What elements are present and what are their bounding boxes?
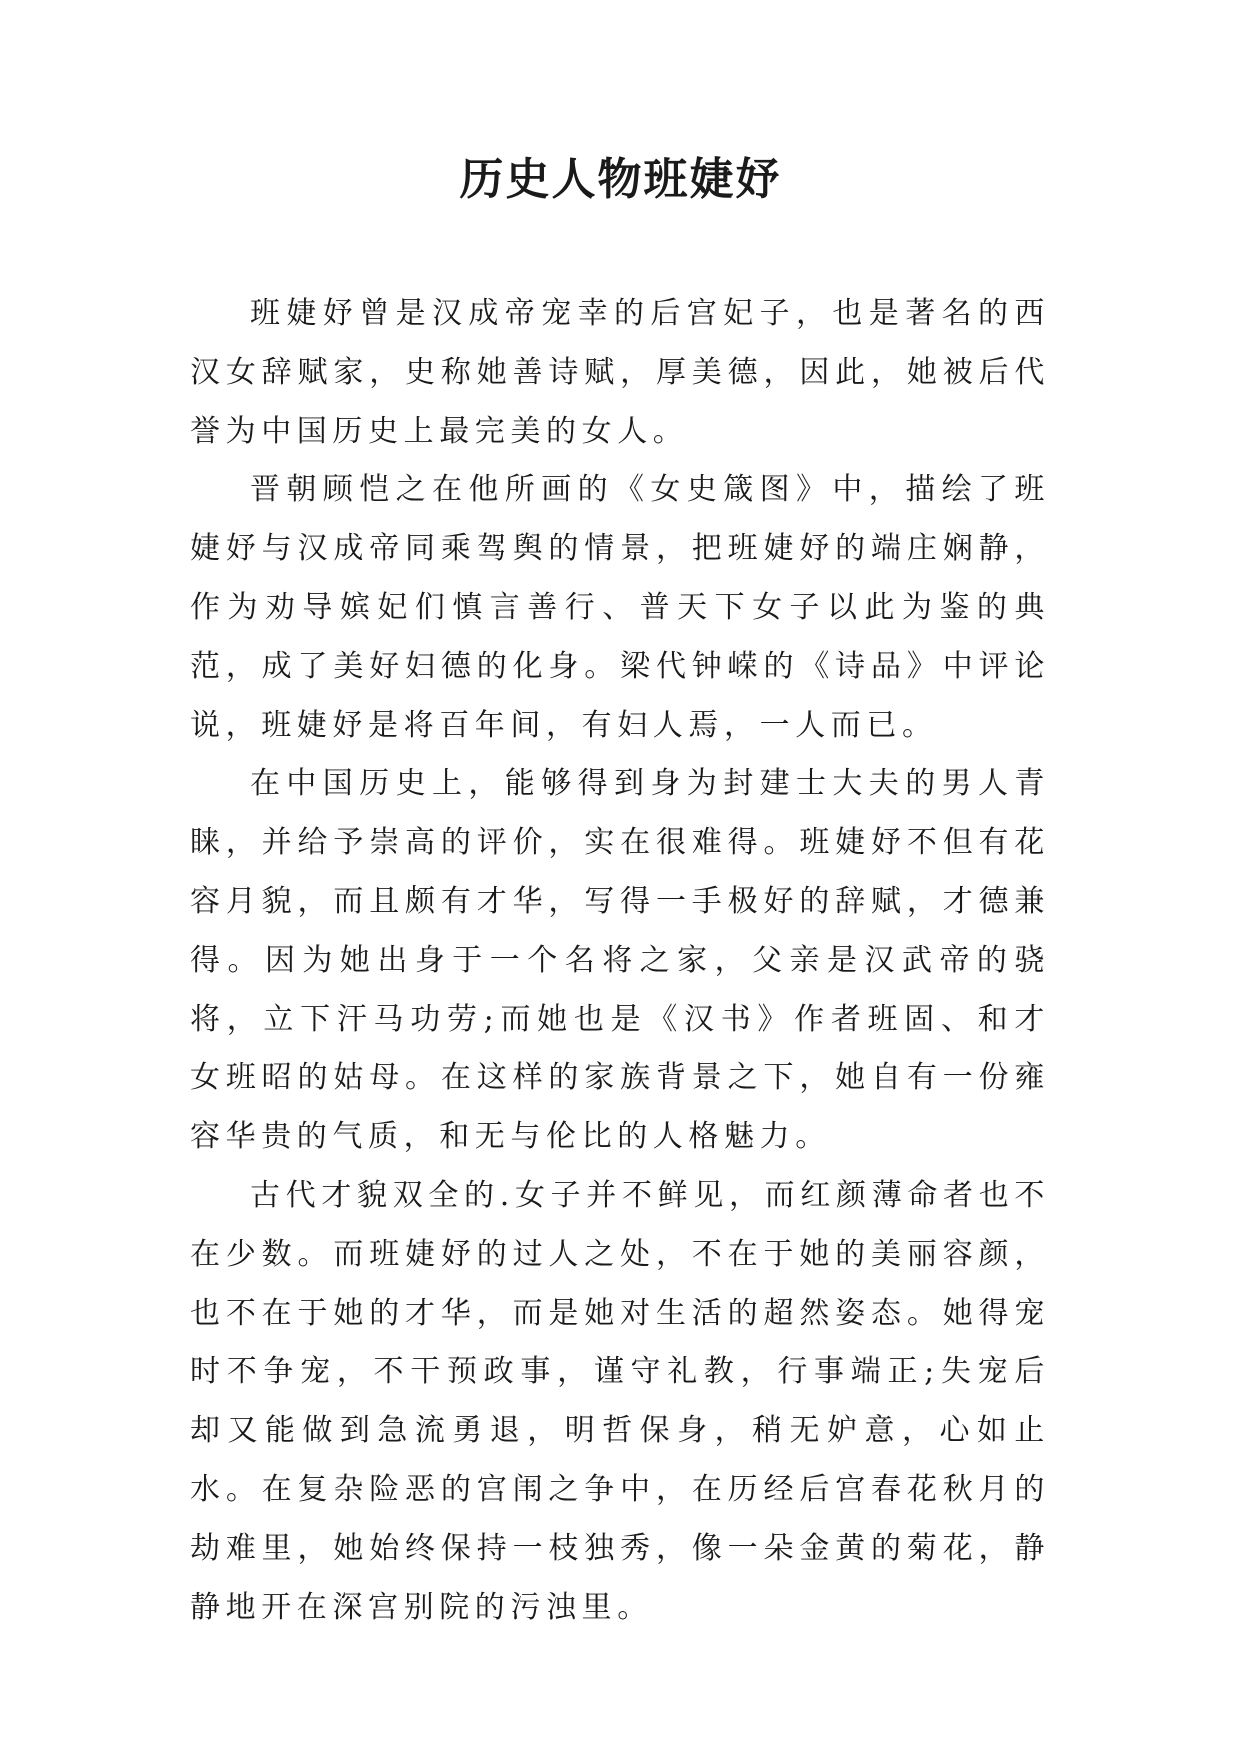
paragraph-2: 晋朝顾恺之在他所画的《女史箴图》中，描绘了班婕妤与汉成帝同乘驾舆的情景，把班婕妤的端庄娴静，作为劝导嫔妃们慎言善行、普天下女子以此为鉴的典范，成了美好妇德的化身。梁代钟嵘的《诗品》中评论说，班婕妤是将百年间，有妇人焉，一人而已。 [190, 472, 1050, 743]
document-body [190, 285, 1050, 1637]
paragraph-4: 古代才貌双全的.女子并不鲜见，而红颜薄命者也不在少数。而班婕妤的过人之处，不在于她的美丽容颜，也不在于她的才华，而是她对生活的超然姿态。她得宠时不争宠，不干预政事，谨守礼教，行事端正;失宠后却又能做到急流勇退，明哲保身，稍无妒意，心如止水。在复杂险恶的宫闱之争中，在历经后宫春花秋月的劫难里，她始终保持一枝独秀，像一朵金黄的菊花，静静地开在深宫别院的污浊里。 [190, 1177, 1050, 1625]
paragraph-1: 班婕妤曾是汉成帝宠幸的后宫妃子，也是著名的西汉女辞赋家，史称她善诗赋，厚美德，因此，她被后代誉为中国历史上最完美的女人。 [190, 296, 1050, 449]
paragraph-3: 在中国历史上，能够得到身为封建士大夫的男人青睐，并给予崇高的评价，实在很难得。班婕妤不但有花容月貌，而且颇有才华，写得一手极好的辞赋，才德兼得。因为她出身于一个名将之家，父亲是汉武帝的骁将，立下汗马功劳;而她也是《汉书》作者班固、和才女班昭的姑母。在这样的家族背景之下，她自有一份雍容华贵的气质，和无与伦比的人格魅力。 [190, 766, 1050, 1155]
document-title: 历史人物班婕妤 [459, 154, 782, 205]
